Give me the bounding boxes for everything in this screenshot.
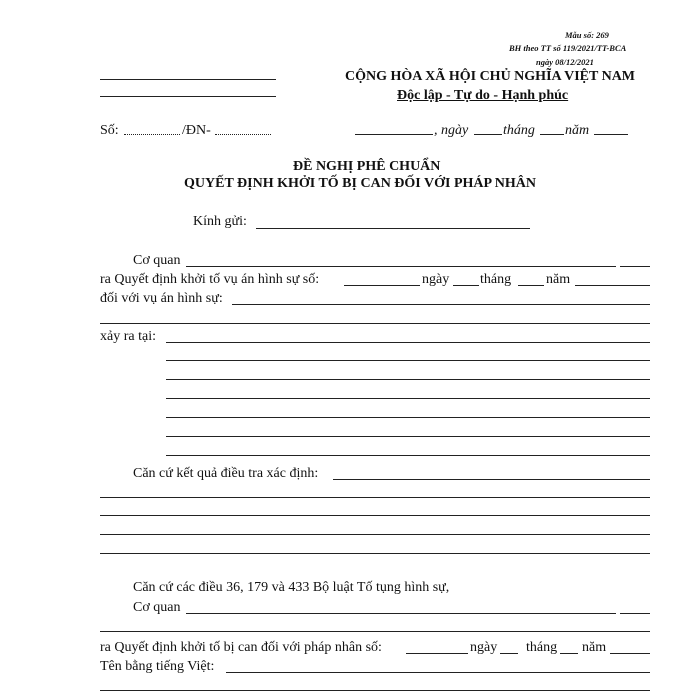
title-line1: ĐỀ NGHỊ PHÊ CHUẨN <box>293 159 441 174</box>
dn-blank <box>215 134 271 135</box>
dn-label: /ĐN- <box>182 123 211 138</box>
qd1-ngay-label: ngày <box>422 272 450 287</box>
co-quan-blank-1b <box>620 266 650 267</box>
xay-ra-tai-blank-3 <box>166 379 650 380</box>
co-quan-blank-2c <box>100 631 650 632</box>
xay-ra-tai-blank-4 <box>166 398 650 399</box>
title-line2: QUYẾT ĐỊNH KHỞI TỐ BỊ CAN ĐỐI VỚI PHÁP NHÂN <box>184 176 536 191</box>
xay-ra-tai-blank-2 <box>166 360 650 361</box>
qd2-day-blank <box>500 653 518 654</box>
can-cu-ket-qua-blank-2 <box>100 497 650 498</box>
qd2-month-blank <box>560 653 578 654</box>
co-quan-blank-2b <box>620 613 650 614</box>
qd-vu-an-label: ra Quyết định khởi tố vụ án hình sự số: <box>100 272 320 287</box>
xay-ra-tai-blank-1 <box>166 342 650 343</box>
qd2-nam-label: năm <box>582 640 607 655</box>
nation-header: CỘNG HÒA XÃ HỘI CHỦ NGHĨA VIỆT NAM <box>345 69 636 84</box>
doi-voi-label: đối với vụ án hình sự: <box>100 291 223 306</box>
ten-tieng-viet-blank-2 <box>100 690 650 691</box>
xay-ra-tai-blank-6 <box>166 436 650 437</box>
can-cu-ket-qua-blank-5 <box>100 553 650 554</box>
ten-tieng-viet-blank <box>226 672 650 673</box>
qd1-day-blank <box>453 285 479 286</box>
so-blank <box>124 134 180 135</box>
doi-voi-blank-2 <box>100 323 650 324</box>
xay-ra-tai-blank-7 <box>166 455 650 456</box>
xay-ra-tai-label: xảy ra tại: <box>100 329 156 344</box>
qd2-thang-label: tháng <box>526 640 558 655</box>
can-cu-ket-qua-blank-3 <box>100 515 650 516</box>
can-cu-ket-qua-blank-4 <box>100 534 650 535</box>
day-blank <box>474 134 502 135</box>
form-code-line3: ngày 08/12/2021 <box>536 57 594 67</box>
year-blank <box>594 134 628 135</box>
place-blank <box>355 134 433 135</box>
kinh-gui-blank <box>256 228 530 229</box>
month-blank <box>540 134 564 135</box>
qd1-thang-label: tháng <box>480 272 512 287</box>
kinh-gui-label: Kính gửi: <box>193 214 247 229</box>
agency-line-1 <box>100 79 276 80</box>
can-cu-ket-qua-label: Căn cứ kết quả điều tra xác định: <box>133 466 319 481</box>
qd2-ngay-label: ngày <box>470 640 498 655</box>
so-label: Số: <box>100 123 119 138</box>
qd1-month-blank <box>518 285 544 286</box>
co-quan-blank-2 <box>186 613 616 614</box>
qd1-year-blank <box>575 285 650 286</box>
co-quan-blank-1 <box>186 266 616 267</box>
can-cu-ket-qua-blank-1 <box>333 479 650 480</box>
thang-label: tháng <box>503 123 535 138</box>
xay-ra-tai-blank-5 <box>166 417 650 418</box>
qd-bi-can-so-blank <box>406 653 468 654</box>
qd1-nam-label: năm <box>546 272 571 287</box>
nam-label: năm <box>565 123 590 138</box>
agency-line-2 <box>100 96 276 97</box>
co-quan-label-2: Cơ quan <box>133 600 181 615</box>
can-cu-dieu-label: Căn cứ các điều 36, 179 và 433 Bộ luật Tố tụng hình sự, <box>133 580 450 595</box>
ten-tieng-viet-label: Tên bằng tiếng Việt: <box>100 659 215 674</box>
co-quan-label-1: Cơ quan <box>133 253 181 268</box>
form-code-line1: Mẫu số: 269 <box>565 30 609 40</box>
ngay-label: , ngày <box>434 123 469 138</box>
motto: Độc lập - Tự do - Hạnh phúc <box>397 88 569 103</box>
form-code-line2: BH theo TT số 119/2021/TT-BCA <box>509 43 627 53</box>
qd2-year-blank <box>610 653 650 654</box>
doi-voi-blank <box>232 304 650 305</box>
qd-vu-an-so-blank <box>344 285 420 286</box>
qd-bi-can-label: ra Quyết định khởi tố bị can đối với pháp nhân số: <box>100 640 382 655</box>
